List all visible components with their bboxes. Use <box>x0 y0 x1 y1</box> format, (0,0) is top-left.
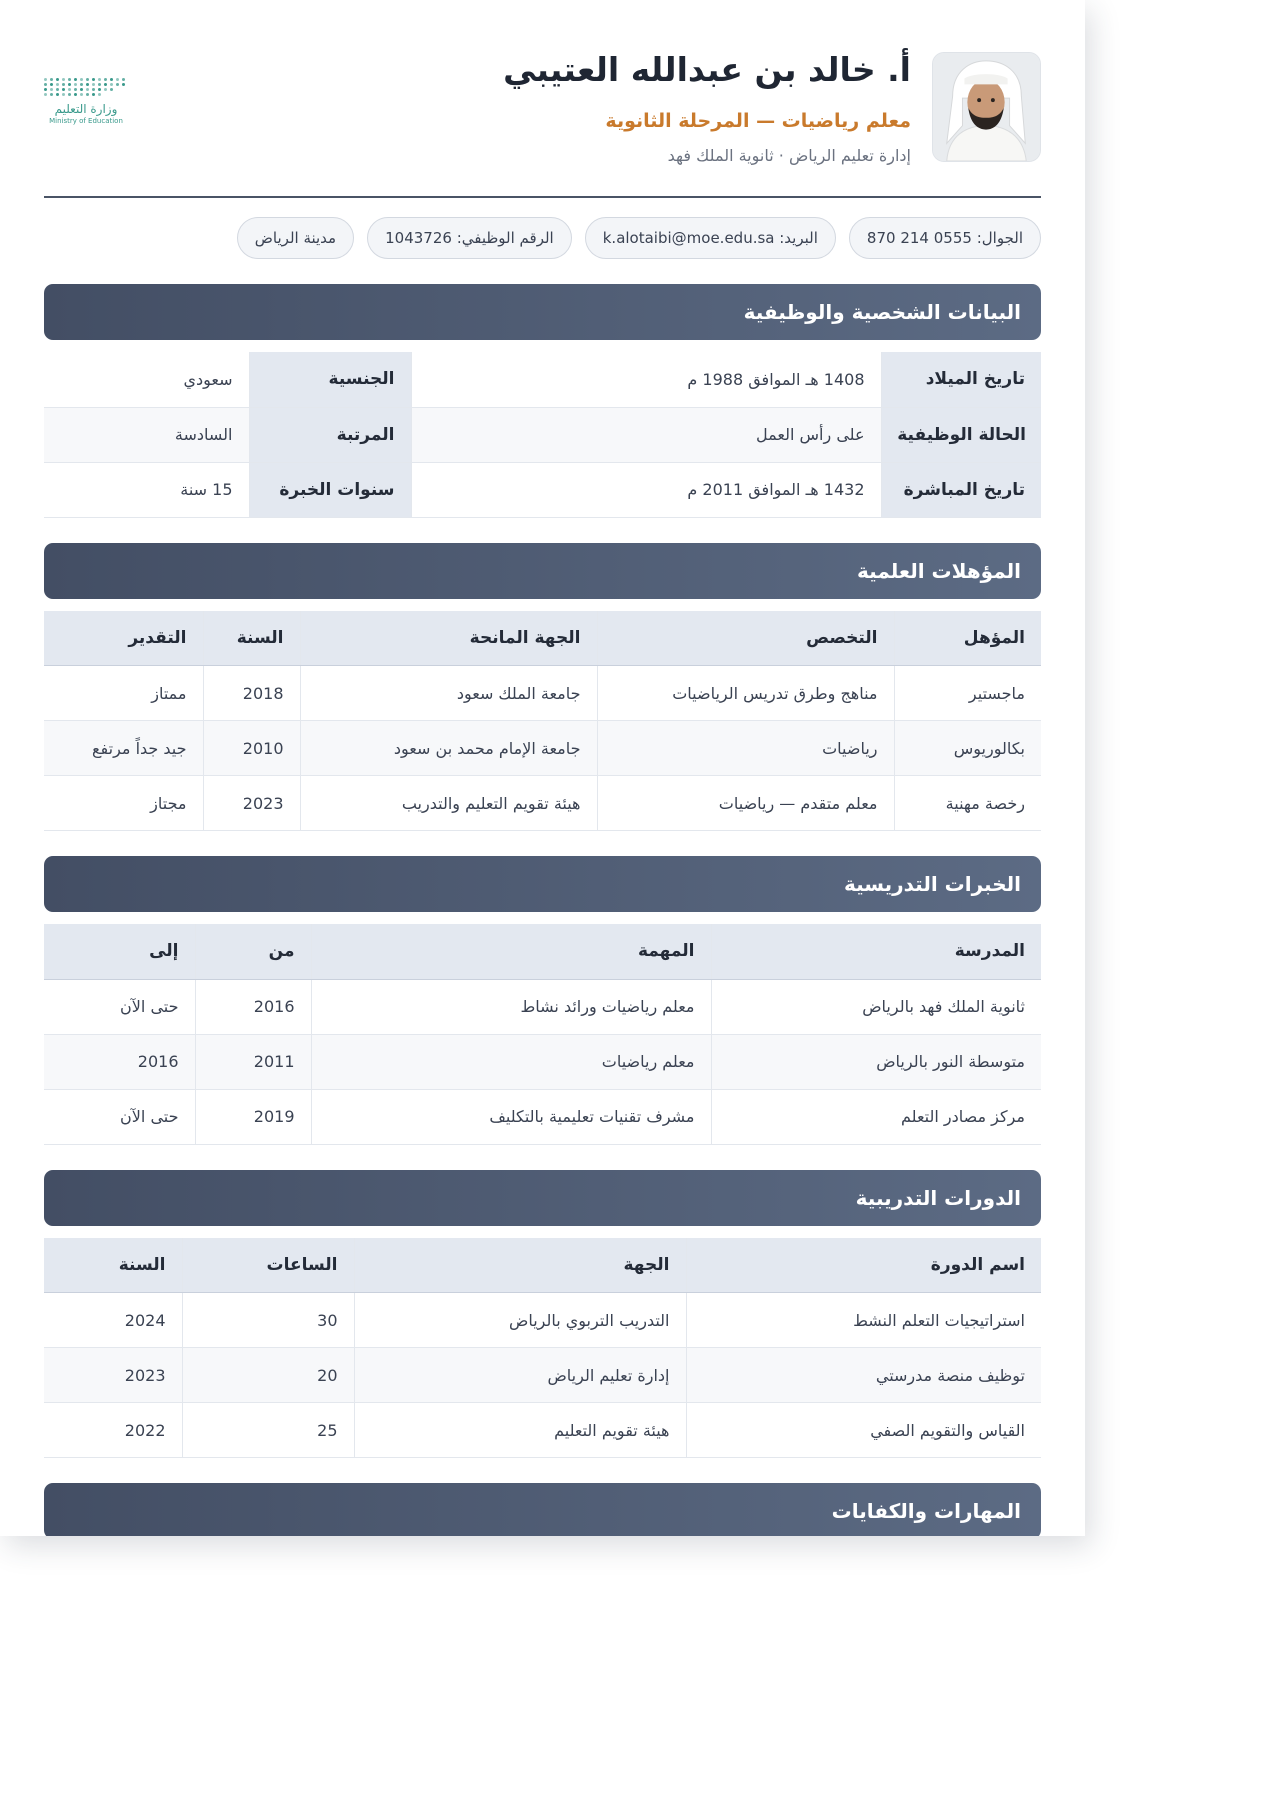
chip-phone: الجوال: 0555 214 870 <box>849 217 1041 259</box>
table-cell: 2018 <box>203 666 300 721</box>
logo-dot <box>116 78 119 81</box>
logo-dot <box>80 78 83 81</box>
table-row <box>44 462 1041 517</box>
field-value: 15 سنة <box>44 462 249 517</box>
table-cell: جامعة الإمام محمد بن سعود <box>300 721 597 776</box>
table-cell: معلم رياضيات ورائد نشاط <box>311 979 711 1034</box>
table-header-row <box>44 924 1041 979</box>
table-cell: جيد جداً مرتفع <box>44 721 203 776</box>
logo-dot <box>80 83 83 86</box>
field-label: تاريخ المباشرة <box>881 462 1041 517</box>
logo-dot <box>116 83 119 86</box>
table-cell: إدارة تعليم الرياض <box>354 1348 686 1403</box>
column-header: الجهة <box>354 1238 686 1293</box>
resume-sheet <box>44 0 1041 1536</box>
logo-dot <box>44 83 47 86</box>
table-cell: 2023 <box>203 776 300 831</box>
logo-dot <box>110 78 113 81</box>
section-courses-title: الدورات التدريبية <box>44 1170 1041 1226</box>
logo-dot <box>74 88 77 91</box>
table-cell: حتى الآن <box>44 979 195 1034</box>
logo-dot <box>98 83 101 86</box>
experience-table <box>44 924 1041 1145</box>
table-cell: ماجستير <box>894 666 1041 721</box>
logo-dot <box>122 78 125 81</box>
logo-dot <box>50 78 53 81</box>
logo-dot <box>44 78 47 81</box>
table-cell: معلم متقدم — رياضيات <box>597 776 894 831</box>
logo-english-text: Ministry of Education <box>49 117 123 125</box>
table-cell: بكالوريوس <box>894 721 1041 776</box>
table-row <box>44 1293 1041 1348</box>
table-row <box>44 979 1041 1034</box>
logo-dot <box>56 78 59 81</box>
column-header: التخصص <box>597 611 894 666</box>
table-row <box>44 1089 1041 1144</box>
logo-dot <box>110 83 113 86</box>
table-cell: القياس والتقويم الصفي <box>686 1403 1041 1458</box>
table-header-row <box>44 1238 1041 1293</box>
field-label: الحالة الوظيفية <box>881 407 1041 462</box>
header-divider <box>44 196 1041 198</box>
logo-dot <box>74 93 77 96</box>
table-cell: مركز مصادر التعلم <box>711 1089 1041 1144</box>
table-cell: مناهج وطرق تدريس الرياضيات <box>597 666 894 721</box>
table-cell: 2019 <box>195 1089 311 1144</box>
logo-dot <box>74 83 77 86</box>
logo-dot <box>80 93 83 96</box>
table-cell: 30 <box>182 1293 354 1348</box>
contact-chips <box>44 217 1041 259</box>
chip-employee-id: الرقم الوظيفي: 1043726 <box>367 217 572 259</box>
table-cell: 2011 <box>195 1034 311 1089</box>
logo-dot <box>92 78 95 81</box>
column-header: السنة <box>203 611 300 666</box>
table-row <box>44 1348 1041 1403</box>
table-row <box>44 776 1041 831</box>
logo-dot <box>86 88 89 91</box>
column-header: اسم الدورة <box>686 1238 1041 1293</box>
table-cell: متوسطة النور بالرياض <box>711 1034 1041 1089</box>
logo-dot <box>68 83 71 86</box>
logo-dot <box>86 78 89 81</box>
logo-dot <box>80 88 83 91</box>
logo-arabic-text: وزارة التعليم <box>54 102 118 116</box>
logo-dot <box>50 88 53 91</box>
table-row <box>44 1403 1041 1458</box>
section-personal-title: البيانات الشخصية والوظيفية <box>44 284 1041 340</box>
courses-table <box>44 1238 1041 1459</box>
column-header: الجهة المانحة <box>300 611 597 666</box>
logo-dot <box>86 83 89 86</box>
table-cell: مجتاز <box>44 776 203 831</box>
column-header: إلى <box>44 924 195 979</box>
teacher-name: أ. خالد بن عبدالله العتيبي <box>503 50 911 89</box>
logo-dot <box>98 88 101 91</box>
logo-dot <box>50 83 53 86</box>
column-header: الساعات <box>182 1238 354 1293</box>
teacher-role: معلم رياضيات — المرحلة الثانوية <box>605 110 911 132</box>
logo-dot <box>110 88 113 91</box>
column-header: التقدير <box>44 611 203 666</box>
logo-dot <box>92 83 95 86</box>
logo-dot <box>50 93 53 96</box>
table-row <box>44 1034 1041 1089</box>
field-value: 1408 هـ الموافق 1988 م <box>411 352 881 407</box>
logo-dot <box>68 78 71 81</box>
table-cell: رخصة مهنية <box>894 776 1041 831</box>
table-cell: رياضيات <box>597 721 894 776</box>
table-cell: 2016 <box>44 1034 195 1089</box>
column-header: من <box>195 924 311 979</box>
profile-photo <box>932 52 1041 162</box>
logo-dot <box>62 88 65 91</box>
logo-dot <box>44 93 47 96</box>
logo-dot <box>86 93 89 96</box>
table-cell: 2023 <box>44 1348 182 1403</box>
table-cell: 2010 <box>203 721 300 776</box>
table-row <box>44 407 1041 462</box>
ministry-logo <box>44 78 128 142</box>
teacher-organization: إدارة تعليم الرياض · ثانوية الملك فهد <box>667 146 911 165</box>
table-cell: هيئة تقويم التعليم والتدريب <box>300 776 597 831</box>
table-row <box>44 721 1041 776</box>
field-label: تاريخ الميلاد <box>881 352 1041 407</box>
logo-dot <box>98 93 101 96</box>
field-value: على رأس العمل <box>411 407 881 462</box>
section-skills-title: المهارات والكفايات <box>44 1483 1041 1536</box>
table-cell: جامعة الملك سعود <box>300 666 597 721</box>
person-portrait-icon <box>933 53 1040 161</box>
logo-dots-icon <box>44 78 128 96</box>
column-header: المهمة <box>311 924 711 979</box>
logo-dot <box>104 78 107 81</box>
section-experience-title: الخبرات التدريسية <box>44 856 1041 912</box>
logo-dot <box>44 88 47 91</box>
chip-city: مدينة الرياض <box>237 217 354 259</box>
field-value: 1432 هـ الموافق 2011 م <box>411 462 881 517</box>
logo-dot <box>122 83 125 86</box>
logo-dot <box>92 93 95 96</box>
table-cell: 20 <box>182 1348 354 1403</box>
field-label: الجنسية <box>249 352 411 407</box>
logo-dot <box>56 83 59 86</box>
personal-info-table <box>44 352 1041 518</box>
table-cell: ممتاز <box>44 666 203 721</box>
column-header: المؤهل <box>894 611 1041 666</box>
table-cell: 2024 <box>44 1293 182 1348</box>
table-cell: التدريب التربوي بالرياض <box>354 1293 686 1348</box>
table-cell: استراتيجيات التعلم النشط <box>686 1293 1041 1348</box>
logo-dot <box>74 78 77 81</box>
field-label: سنوات الخبرة <box>249 462 411 517</box>
logo-dot <box>68 93 71 96</box>
table-cell: هيئة تقويم التعليم <box>354 1403 686 1458</box>
logo-dot <box>104 83 107 86</box>
field-value: سعودي <box>44 352 249 407</box>
table-cell: مشرف تقنيات تعليمية بالتكليف <box>311 1089 711 1144</box>
table-row <box>44 352 1041 407</box>
logo-dot <box>92 88 95 91</box>
logo-dot <box>62 83 65 86</box>
logo-dot <box>62 78 65 81</box>
logo-dot <box>56 93 59 96</box>
field-label: المرتبة <box>249 407 411 462</box>
column-header: السنة <box>44 1238 182 1293</box>
table-cell: 2016 <box>195 979 311 1034</box>
table-cell: معلم رياضيات <box>311 1034 711 1089</box>
table-cell: 2022 <box>44 1403 182 1458</box>
logo-dot <box>62 93 65 96</box>
table-cell: 25 <box>182 1403 354 1458</box>
table-cell: حتى الآن <box>44 1089 195 1144</box>
section-qualifications-title: المؤهلات العلمية <box>44 543 1041 599</box>
table-cell: توظيف منصة مدرستي <box>686 1348 1041 1403</box>
field-value: السادسة <box>44 407 249 462</box>
chip-email[interactable]: البريد: k.alotaibi@moe.edu.sa <box>585 217 836 259</box>
resume-header <box>44 0 1041 198</box>
logo-dot <box>104 88 107 91</box>
column-header: المدرسة <box>711 924 1041 979</box>
logo-dot <box>98 78 101 81</box>
logo-dot <box>68 88 71 91</box>
logo-dot <box>56 88 59 91</box>
table-row <box>44 666 1041 721</box>
qualifications-table <box>44 611 1041 832</box>
table-cell: ثانوية الملك فهد بالرياض <box>711 979 1041 1034</box>
table-header-row <box>44 611 1041 666</box>
